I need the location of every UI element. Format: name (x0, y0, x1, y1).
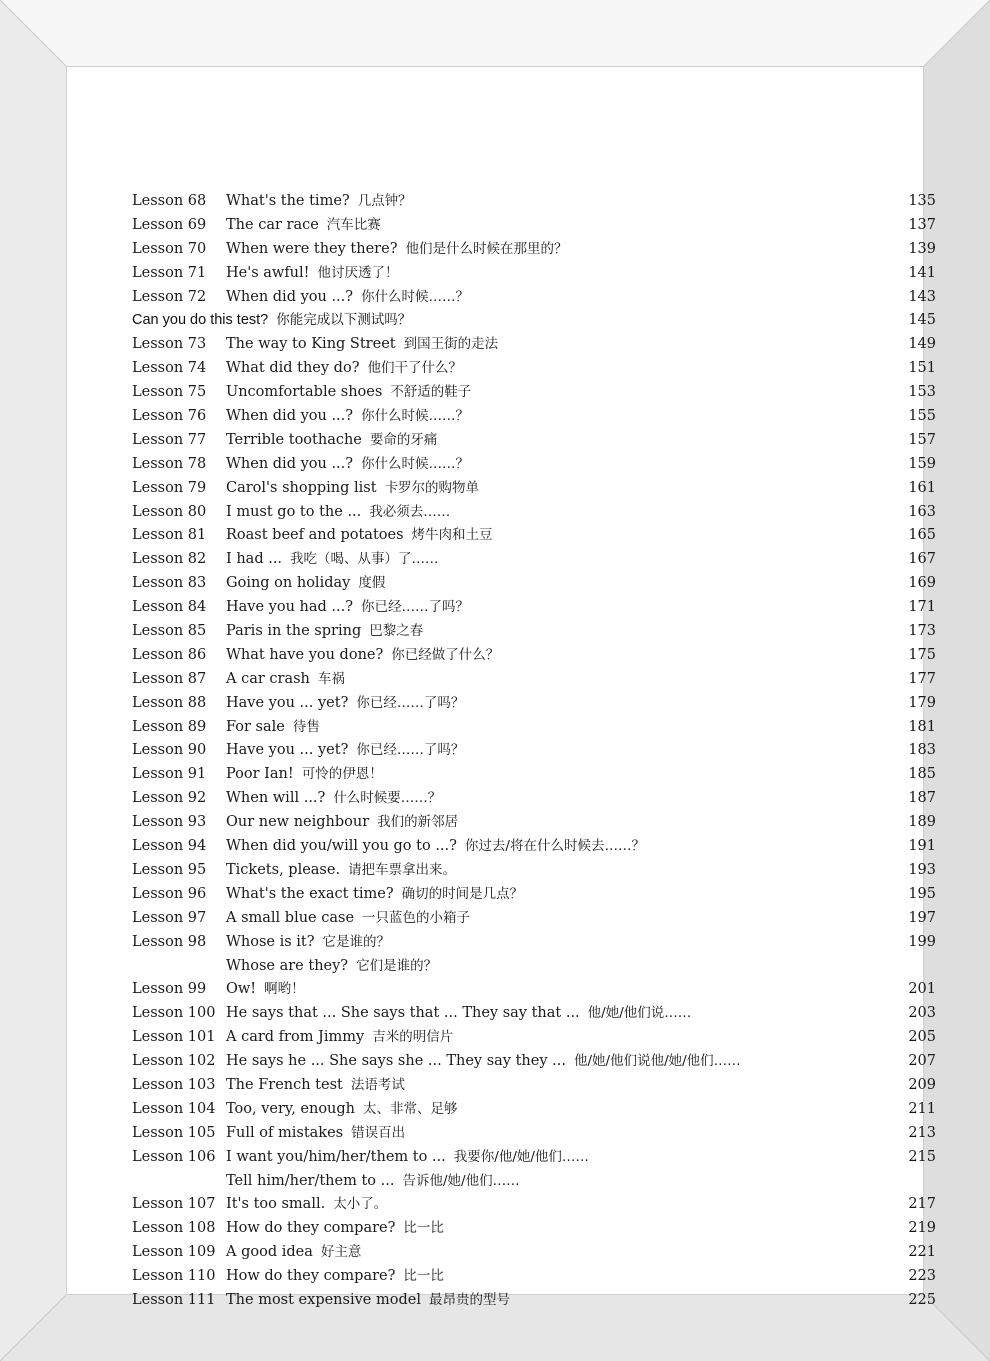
entry-title-en: Have you ... yet? (226, 694, 349, 711)
lesson-number: Lesson 96 (132, 885, 207, 902)
entry-title (226, 548, 439, 572)
entry-title-zh: 法语考试 (350, 1076, 405, 1093)
lesson-number: Lesson 94 (132, 838, 207, 855)
entry-title (226, 1074, 405, 1098)
entry-title-en: Whose are they? (226, 957, 349, 974)
entry-title-zh: 你什么时候……？ (361, 455, 470, 472)
toc-entry (132, 429, 952, 453)
entry-title-zh: 到国王街的走法 (403, 336, 499, 353)
toc-entry (132, 811, 952, 835)
entry-title-en: A car crash (226, 670, 310, 687)
lesson-number: Lesson 86 (132, 646, 207, 663)
toc-entry (132, 309, 952, 333)
toc-entry (132, 1265, 952, 1289)
toc-entry (132, 1146, 952, 1170)
entry-title-zh: 错误百出 (351, 1124, 406, 1141)
entry-title-en: The French test (226, 1076, 343, 1093)
entry-title (226, 1002, 691, 1026)
page-number: 217 (908, 1196, 936, 1213)
toc-entry (132, 1050, 952, 1074)
entry-title-en: The most expensive model (226, 1291, 421, 1308)
entry-title (226, 453, 469, 477)
entry-title (226, 357, 462, 381)
lesson-number: Lesson 88 (132, 694, 207, 711)
page-number: 155 (908, 408, 936, 425)
entry-title-zh: 告诉他/她/他们…… (402, 1172, 520, 1189)
entry-title (226, 1289, 510, 1313)
entry-title-zh: 一只蓝色的小箱子 (362, 909, 471, 926)
entry-title-en: The way to King Street (226, 336, 396, 353)
entry-title-zh: 好主意 (320, 1244, 362, 1261)
toc-entry (132, 1074, 952, 1098)
entry-title-en: When did you ...? (226, 408, 354, 425)
lesson-number: Lesson 83 (132, 575, 207, 592)
page-number: 163 (908, 503, 936, 520)
entry-title-zh: 汽车比赛 (326, 216, 381, 233)
entry-title (226, 596, 469, 620)
toc-entry (132, 501, 952, 525)
lesson-number: Lesson 85 (132, 623, 207, 640)
lesson-number: Lesson 91 (132, 766, 207, 783)
entry-title-zh: 你已经做了什么？ (391, 646, 500, 663)
page-number: 193 (908, 861, 936, 878)
entry-title (226, 716, 320, 740)
entry-title (226, 1241, 361, 1265)
entry-title-en: I had ... (226, 551, 283, 568)
lesson-number: Lesson 87 (132, 670, 207, 687)
page-number: 145 (908, 312, 936, 329)
lesson-number: Lesson 81 (132, 527, 207, 544)
lesson-number: Lesson 84 (132, 599, 207, 616)
entry-title (226, 1193, 387, 1217)
lesson-number: Lesson 77 (132, 431, 207, 448)
page-number: 179 (908, 694, 936, 711)
lesson-number: Lesson 73 (132, 336, 207, 353)
entry-title-zh: 我要你/他/她/他们…… (453, 1148, 589, 1165)
page-number: 173 (908, 623, 936, 640)
entry-title (226, 214, 381, 238)
entry-title (226, 1098, 458, 1122)
document-page (66, 66, 936, 1308)
entry-title-zh: 他/她/他们说他/她/他们…… (573, 1053, 741, 1070)
lesson-number: Lesson 78 (132, 455, 207, 472)
entry-title-zh: 最昂贵的型号 (428, 1291, 510, 1308)
entry-title-en: What have you done? (226, 646, 384, 663)
entry-title-en: It's too small. (226, 1196, 326, 1213)
entry-title-zh: 他们是什么时候在那里的？ (405, 240, 568, 257)
entry-title (226, 978, 305, 1002)
entry-title-en: When did you ...? (226, 288, 354, 305)
toc-entry (132, 453, 952, 477)
entry-title-en: When did you ...? (226, 455, 354, 472)
table-of-contents (132, 190, 952, 1313)
page-number: 181 (908, 718, 936, 735)
toc-entry (132, 1026, 952, 1050)
toc-entry (132, 1002, 952, 1026)
entry-title-zh: 可怜的伊恩！ (301, 766, 383, 783)
page-number: 169 (908, 575, 936, 592)
entry-title-zh: 它们是谁的？ (356, 957, 438, 974)
entry-title-en: Tell him/her/them to ... (226, 1172, 395, 1189)
entry-title-zh: 巴黎之春 (369, 623, 424, 640)
entry-title-zh: 他们干了什么？ (367, 360, 462, 377)
entry-title (226, 931, 390, 955)
entry-title-zh: 啊哟！ (264, 981, 305, 998)
lesson-number: Lesson 70 (132, 240, 207, 257)
entry-title-en: What's the exact time? (226, 885, 394, 902)
page-number: 189 (908, 814, 936, 831)
entry-title (226, 1026, 453, 1050)
entry-title (226, 859, 456, 883)
entry-title (226, 190, 412, 214)
page-number: 199 (908, 933, 936, 950)
lesson-number: Lesson 105 (132, 1124, 216, 1141)
entry-title (226, 692, 464, 716)
page-number: 225 (908, 1291, 936, 1308)
entry-title-en: I want you/him/her/them to ... (226, 1148, 446, 1165)
toc-entry (132, 1241, 952, 1265)
entry-title (226, 1170, 520, 1194)
toc-entry (132, 668, 952, 692)
entry-title-en: Poor Ian! (226, 766, 294, 783)
lesson-number: Lesson 76 (132, 408, 207, 425)
lesson-number: Lesson 74 (132, 360, 207, 377)
toc-entry (132, 739, 952, 763)
entry-title (226, 572, 385, 596)
lesson-number: Lesson 103 (132, 1076, 216, 1093)
toc-entry (132, 357, 952, 381)
toc-entry (132, 978, 952, 1002)
lesson-number: Lesson 95 (132, 861, 207, 878)
lesson-number: Lesson 101 (132, 1029, 216, 1046)
entry-title-zh: 几点钟？ (357, 193, 412, 209)
entry-title-en: Paris in the spring (226, 623, 362, 640)
entry-title (226, 811, 458, 835)
page-number: 207 (908, 1053, 936, 1070)
entry-title-zh: 你什么时候……？ (361, 288, 470, 305)
entry-title-en: When were they there? (226, 240, 398, 257)
entry-title (226, 763, 383, 787)
entry-title-en: How do they compare? (226, 1268, 396, 1285)
toc-entry (132, 955, 952, 979)
toc-entry (132, 692, 952, 716)
entry-title-en: The car race (226, 216, 319, 233)
lesson-number: Lesson 110 (132, 1268, 216, 1285)
page-number: 175 (908, 646, 936, 663)
entry-title-en: Our new neighbour (226, 814, 370, 831)
page-number: 221 (908, 1244, 936, 1261)
entry-title-zh: 车祸 (317, 670, 345, 687)
toc-entry (132, 381, 952, 405)
page-number: 185 (908, 766, 936, 783)
toc-entry (132, 333, 952, 357)
page-number: 135 (908, 193, 936, 209)
entry-title (226, 501, 450, 525)
page-number: 197 (908, 909, 936, 926)
entry-title (226, 668, 345, 692)
entry-title-en: Roast beef and potatoes (226, 527, 404, 544)
lesson-number: Lesson 97 (132, 909, 207, 926)
entry-title (226, 238, 567, 262)
page-number: 171 (908, 599, 936, 616)
entry-title-zh: 太小了。 (333, 1196, 388, 1213)
entry-title (226, 429, 437, 453)
entry-title-zh: 确切的时间是几点？ (401, 885, 524, 902)
page-number: 143 (908, 288, 936, 305)
entry-title (226, 286, 469, 310)
lesson-number: Lesson 109 (132, 1244, 216, 1261)
entry-title-zh: 比一比 (403, 1220, 444, 1237)
entry-title-zh: 度假 (358, 575, 386, 592)
entry-title-zh: 我们的新邻居 (377, 814, 459, 831)
entry-title-zh: 它是谁的？ (322, 933, 391, 950)
entry-title-zh: 要命的牙痛 (369, 431, 438, 448)
entry-title-zh: 请把车票拿出来。 (348, 861, 457, 878)
lesson-number: Lesson 80 (132, 503, 207, 520)
page-number: 177 (908, 670, 936, 687)
toc-entry (132, 1217, 952, 1241)
lesson-number: Lesson 99 (132, 981, 207, 998)
lesson-number: Lesson 108 (132, 1220, 216, 1237)
entry-title-zh: 你已经……了吗？ (356, 742, 465, 759)
lesson-number: Lesson 107 (132, 1196, 216, 1213)
entry-title-zh: 我必须去…… (369, 503, 451, 520)
entry-title (226, 955, 437, 979)
entry-title (226, 405, 469, 429)
lesson-number: Lesson 104 (132, 1100, 216, 1117)
lesson-number: Lesson 98 (132, 933, 207, 950)
entry-title-zh: 比一比 (403, 1268, 444, 1285)
entry-title-en: Whose is it? (226, 933, 315, 950)
entry-title (226, 644, 499, 668)
page-number: 213 (908, 1124, 936, 1141)
page-number: 165 (908, 527, 936, 544)
entry-title-en: A small blue case (226, 909, 355, 926)
lesson-number: Lesson 71 (132, 264, 207, 281)
toc-entry (132, 620, 952, 644)
entry-title-zh: 他讨厌透了！ (317, 264, 399, 281)
page-number: 141 (908, 264, 936, 281)
page-number: 153 (908, 384, 936, 401)
entry-title (226, 262, 399, 286)
page-number: 209 (908, 1076, 936, 1093)
entry-title (226, 883, 523, 907)
toc-entry (132, 1170, 952, 1194)
entry-title-zh: 你能完成以下测试吗？ (276, 312, 412, 329)
toc-entry (132, 572, 952, 596)
page-number: 203 (908, 1005, 936, 1022)
entry-title (226, 620, 423, 644)
entry-title (226, 835, 645, 859)
toc-entry (132, 644, 952, 668)
lesson-number: Lesson 89 (132, 718, 207, 735)
toc-entry (132, 214, 952, 238)
entry-title (226, 907, 470, 931)
page-number: 183 (908, 742, 936, 759)
entry-title-en: How do they compare? (226, 1220, 396, 1237)
toc-entry (132, 835, 952, 859)
lesson-number: Lesson 92 (132, 790, 207, 807)
entry-title-en: He says he ... She says she ... They say they ... (226, 1053, 566, 1070)
toc-entry (132, 190, 952, 214)
toc-entry (132, 787, 952, 811)
entry-title-zh: 吉米的明信片 (372, 1029, 454, 1046)
entry-title-en: Full of mistakes (226, 1124, 344, 1141)
toc-entry (132, 1122, 952, 1146)
page-number: 201 (908, 981, 936, 998)
page-number: 161 (908, 479, 936, 496)
lesson-number: Lesson 79 (132, 479, 207, 496)
toc-entry (132, 524, 952, 548)
page-number: 205 (908, 1029, 936, 1046)
page-number: 149 (908, 336, 936, 353)
entry-title-en: Have you had ...? (226, 599, 354, 616)
entry-title-zh: 什么时候要……？ (333, 790, 442, 807)
entry-title-en: What did they do? (226, 360, 360, 377)
toc-entry (132, 716, 952, 740)
toc-entry (132, 548, 952, 572)
lesson-number: Lesson 111 (132, 1291, 216, 1308)
entry-title-en: Can you do this test? (132, 312, 269, 329)
entry-title-zh: 卡罗尔的购物单 (384, 479, 480, 496)
entry-title (226, 477, 479, 501)
toc-entry (132, 1193, 952, 1217)
toc-entry (132, 907, 952, 931)
entry-title (226, 524, 493, 548)
entry-title-en: Uncomfortable shoes (226, 384, 383, 401)
entry-title-en: A good idea (226, 1244, 313, 1261)
page-number: 223 (908, 1268, 936, 1285)
entry-title-en: When will ...? (226, 790, 326, 807)
page-number: 211 (908, 1100, 936, 1117)
entry-title (226, 1050, 741, 1074)
entry-title-en: Going on holiday (226, 575, 351, 592)
entry-title-zh: 他/她/他们说…… (587, 1005, 692, 1022)
entry-title-zh: 待售 (292, 718, 320, 735)
toc-entry (132, 1289, 952, 1313)
entry-title-en: He's awful! (226, 264, 310, 281)
toc-entry (132, 477, 952, 501)
lesson-number: Lesson 90 (132, 742, 207, 759)
lesson-number: Lesson 75 (132, 384, 207, 401)
entry-title (226, 381, 471, 405)
entry-title-en: Carol's shopping list (226, 479, 377, 496)
toc-entry (132, 1098, 952, 1122)
test-title (132, 309, 411, 333)
lesson-number: Lesson 82 (132, 551, 207, 568)
page-number: 167 (908, 551, 936, 568)
page-number: 215 (908, 1148, 936, 1165)
toc-entry (132, 931, 952, 955)
entry-title (226, 1217, 444, 1241)
entry-title-en: For sale (226, 718, 285, 735)
entry-title-zh: 不舒适的鞋子 (390, 384, 472, 401)
lesson-number: Lesson 68 (132, 193, 207, 209)
page-number: 151 (908, 360, 936, 377)
entry-title-en: Terrible toothache (226, 431, 362, 448)
entry-title-en: I must go to the ... (226, 503, 362, 520)
lesson-number: Lesson 93 (132, 814, 207, 831)
toc-entry (132, 286, 952, 310)
entry-title-zh: 你什么时候……？ (361, 408, 470, 425)
page-number: 137 (908, 216, 936, 233)
entry-title (226, 1122, 405, 1146)
entry-title-zh: 烤牛肉和土豆 (411, 527, 493, 544)
entry-title-en: What's the time? (226, 193, 350, 209)
toc-entry (132, 763, 952, 787)
page-number: 219 (908, 1220, 936, 1237)
toc-entry (132, 238, 952, 262)
lesson-number: Lesson 106 (132, 1148, 216, 1165)
page-number: 195 (908, 885, 936, 902)
lesson-number: Lesson 102 (132, 1053, 216, 1070)
toc-entry (132, 262, 952, 286)
toc-entry (132, 596, 952, 620)
entry-title (226, 333, 498, 357)
entry-title-en: When did you/will you go to ...? (226, 838, 457, 855)
entry-title-zh: 我吃（喝、从事）了…… (290, 551, 439, 568)
entry-title-en: A card from Jimmy (226, 1029, 365, 1046)
page-number: 191 (908, 838, 936, 855)
toc-entry (132, 859, 952, 883)
entry-title-en: Have you ... yet? (226, 742, 349, 759)
entry-title-zh: 太、非常、足够 (363, 1100, 458, 1117)
toc-entry (132, 405, 952, 429)
lesson-number: Lesson 69 (132, 216, 207, 233)
toc-entry (132, 883, 952, 907)
page-number: 139 (908, 240, 936, 257)
entry-title-en: He says that ... She says that ... They say that ... (226, 1005, 580, 1022)
page-number: 157 (908, 431, 936, 448)
entry-title (226, 1146, 589, 1170)
page-number: 159 (908, 455, 936, 472)
lesson-number: Lesson 72 (132, 288, 207, 305)
entry-title-zh: 你过去/将在什么时候去……？ (464, 838, 645, 855)
entry-title (226, 787, 441, 811)
entry-title-en: Too, very, enough (226, 1100, 356, 1117)
page-number: 187 (908, 790, 936, 807)
entry-title-zh: 你已经……了吗？ (356, 694, 465, 711)
entry-title-en: Tickets, please. (226, 861, 341, 878)
entry-title (226, 1265, 444, 1289)
lesson-number: Lesson 100 (132, 1005, 216, 1022)
entry-title-zh: 你已经……了吗？ (361, 599, 470, 616)
entry-title (226, 739, 464, 763)
entry-title-en: Ow! (226, 981, 257, 998)
